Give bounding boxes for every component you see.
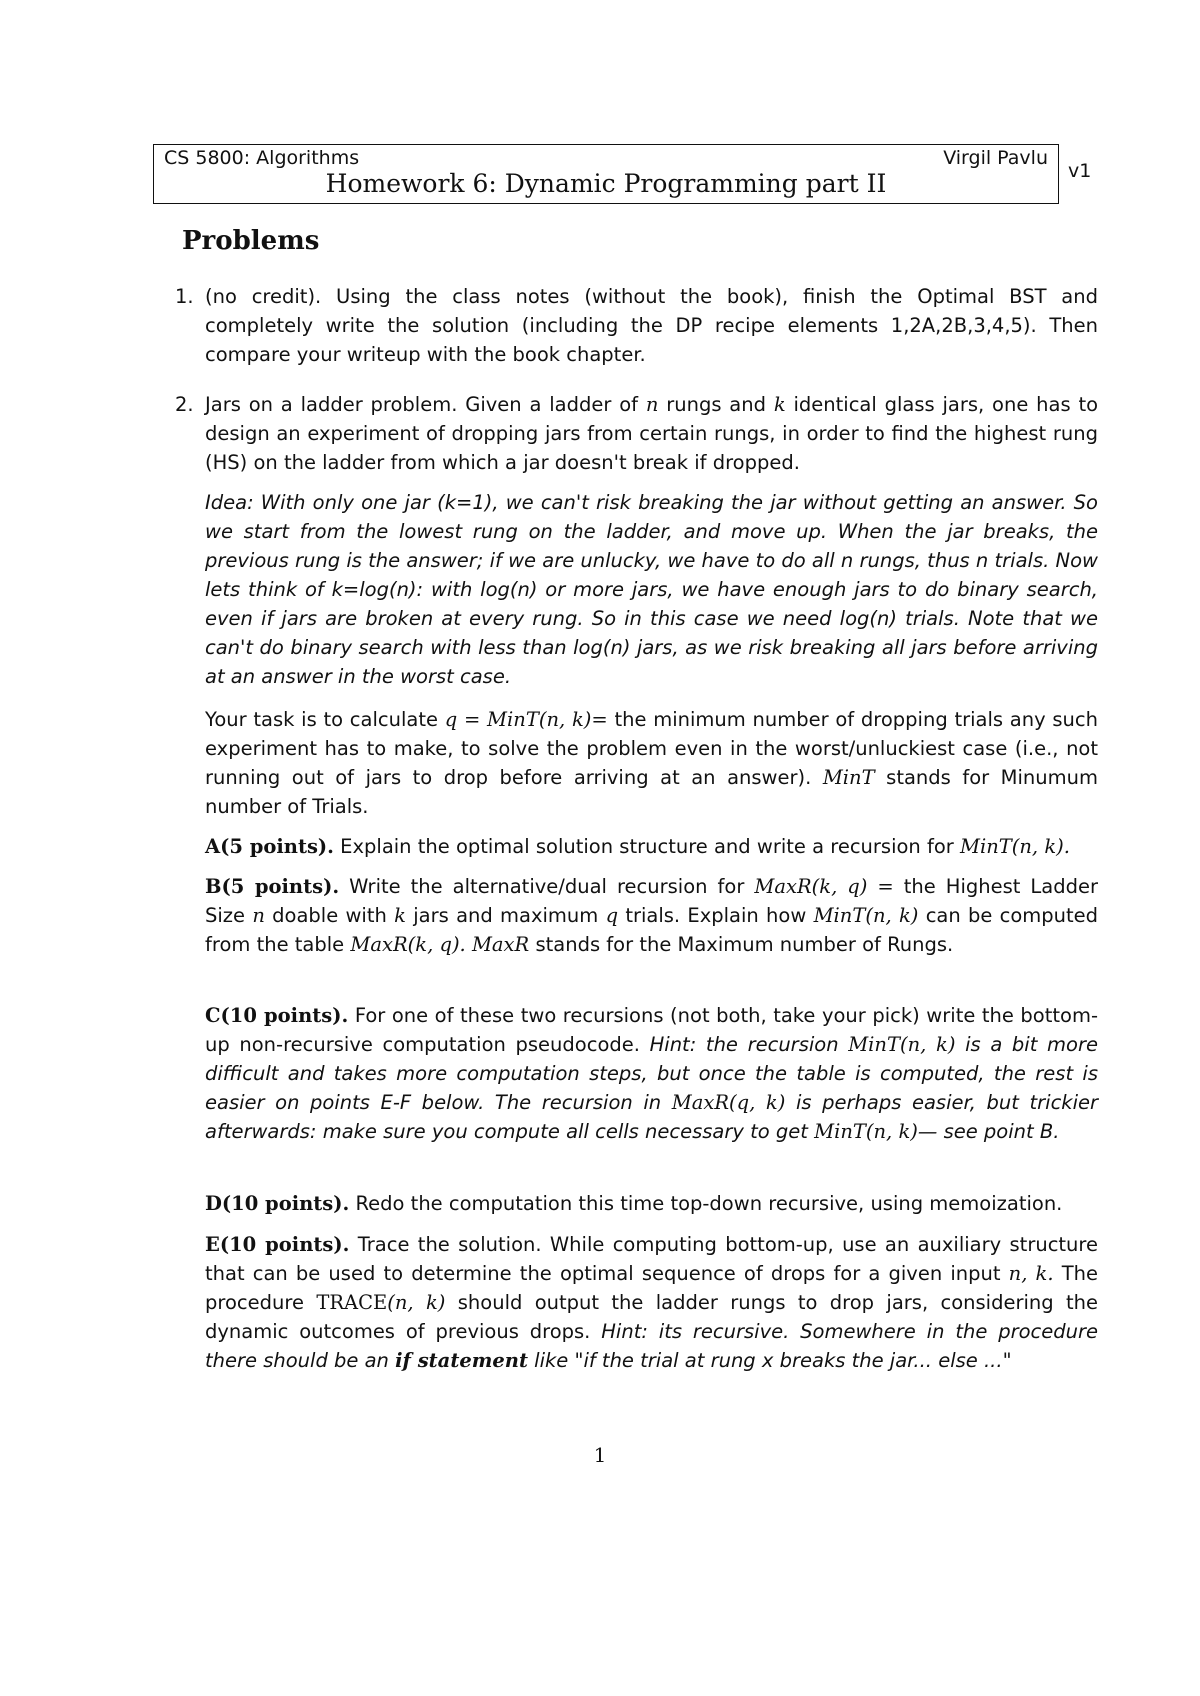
problem-2-text: rungs and — [666, 393, 766, 416]
hint-text: Hint: the recursion — [649, 1033, 839, 1056]
version-label: v1 — [1068, 160, 1092, 182]
author-name: Virgil Pavlu — [943, 147, 1048, 169]
section-heading: Problems — [182, 226, 320, 256]
part-text: trials. Explain how — [625, 904, 807, 927]
hint-emphasis: if statement — [395, 1349, 528, 1372]
part-text: the Highest Ladder Size — [205, 875, 1099, 927]
header-box — [153, 144, 1059, 204]
task-paragraph — [205, 705, 1098, 821]
hint-text: Hint: its recursive. Somewhere in the procedure there should be an — [205, 1320, 1098, 1372]
math-formula: MaxR — [471, 933, 530, 956]
part-text: Write the alternative/dual recursion for — [349, 875, 745, 898]
problem-2-text: identical glass jars, one has to design an experiment of dropping jars from certain rungs, in order to find the highest rung (HS) on the ladder from which a jar doesn't break if dropped. — [205, 393, 1099, 474]
math-formula: MaxR(k, q). — [350, 933, 466, 956]
math-formula: MinT(n, k) — [813, 904, 919, 927]
math-var: n — [252, 904, 265, 927]
part-text: Trace the solution. While computing bottom-up, use an auxiliary structure that can be used to determine the optimal sequence of drops for a given input — [205, 1233, 1099, 1285]
math-formula: MaxR(q, k) — [671, 1091, 786, 1114]
part-c — [205, 1001, 1098, 1146]
math-formula: MinT — [822, 766, 875, 789]
math-var: n — [645, 393, 659, 416]
part-label: E(10 points). — [205, 1233, 350, 1256]
math-formula: n, k. — [1008, 1262, 1054, 1285]
part-text: Redo the computation this time top-down recursive, using memoization. — [355, 1192, 1063, 1215]
part-text: The procedure — [205, 1262, 1099, 1314]
math-formula: (n, k) — [387, 1291, 446, 1314]
part-d — [205, 1189, 1098, 1218]
problem-2-text: Jars on a ladder problem. Given a ladder of — [205, 393, 638, 416]
math-formula: MinT(n, k) — [814, 1120, 918, 1143]
idea-paragraph: Idea: With only one jar (k=1), we can't risk breaking the jar without getting an answer. So we start from the lowest rung on the ladder, and move up. When the jar breaks, the previous rung is the answer; if we are unlucky, we have to do all n rungs, thus n trials. Now lets think of k=log(n): with log(n) or more jars, we have enough jars to do binary search, even if jars are broken at every rung. So in this case we need log(n) trials. Note that we can't do binary search with less than log(n) jars, as we risk breaking all jars before arriving at an answer in the worst case. — [205, 491, 1098, 688]
problem-2 — [175, 390, 1099, 477]
math-formula: q = MinT(n, k)= — [444, 708, 608, 731]
task-text: the minimum number of dropping trials any such experiment has to make, to solve the problem even in the worst/unluckiest case (i.e., not running out of jars to drop before arriving at an answer). — [205, 708, 1098, 789]
course-name: CS 5800: Algorithms — [164, 147, 360, 169]
part-text: doable with — [272, 904, 387, 927]
problem-number: 2. — [175, 393, 194, 416]
part-label: B(5 points). — [205, 875, 340, 898]
part-text: stands for the Maximum number of Rungs. — [535, 933, 954, 956]
part-e — [205, 1230, 1098, 1375]
part-text: can be computed from the table — [205, 904, 1099, 956]
hint-text: is perhaps easier, but trickier afterwards: make sure you compute all cells necessary to get — [205, 1091, 1099, 1143]
math-formula: MaxR(k, q) = — [754, 875, 894, 898]
math-var: q — [605, 904, 619, 927]
part-b — [205, 872, 1098, 959]
problem-number: 1. — [175, 285, 194, 308]
hint-text: like "if the trial at rung x breaks the jar... else ..." — [534, 1349, 1012, 1372]
math-formula: MinT(n, k) — [848, 1033, 956, 1056]
math-formula: MinT(n, k). — [960, 835, 1070, 858]
hint-text: — see point B. — [917, 1120, 1060, 1143]
part-text: For one of these two recursions (not both, take your pick) write the bottom-up non-recursive computation pseudocode. — [205, 1004, 1098, 1056]
procedure-name: TRACE — [316, 1291, 388, 1314]
part-label: C(10 points). — [205, 1004, 349, 1027]
hint-text: is a bit more difficult and takes more computation steps, but once the table is computed, the rest is easier on points E-F below. The recursion in — [205, 1033, 1098, 1114]
part-label: A(5 points). — [205, 835, 334, 858]
part-a — [205, 832, 1098, 861]
page-number: 1 — [593, 1443, 607, 1467]
task-text: Your task is to calculate — [205, 708, 438, 731]
part-text: should output the ladder rungs to drop jars, considering the dynamic outcomes of previous drops. — [205, 1291, 1098, 1343]
problem-1-text: (no credit). Using the class notes (without the book), finish the Optimal BST and completely write the solution (including the DP recipe elements 1,2A,2B,3,4,5). Then compare your writeup with the book chapter. — [205, 285, 1098, 366]
math-var: k — [773, 393, 786, 416]
part-text: Explain the optimal solution structure and write a recursion for — [340, 835, 954, 858]
task-text: stands for Minumum number of Trials. — [205, 766, 1098, 818]
problem-1 — [175, 282, 1098, 369]
part-text: jars and maximum — [413, 904, 599, 927]
part-label: D(10 points). — [205, 1192, 350, 1215]
homework-title: Homework 6: Dynamic Programming part II — [325, 169, 887, 198]
math-var: k — [394, 904, 406, 927]
